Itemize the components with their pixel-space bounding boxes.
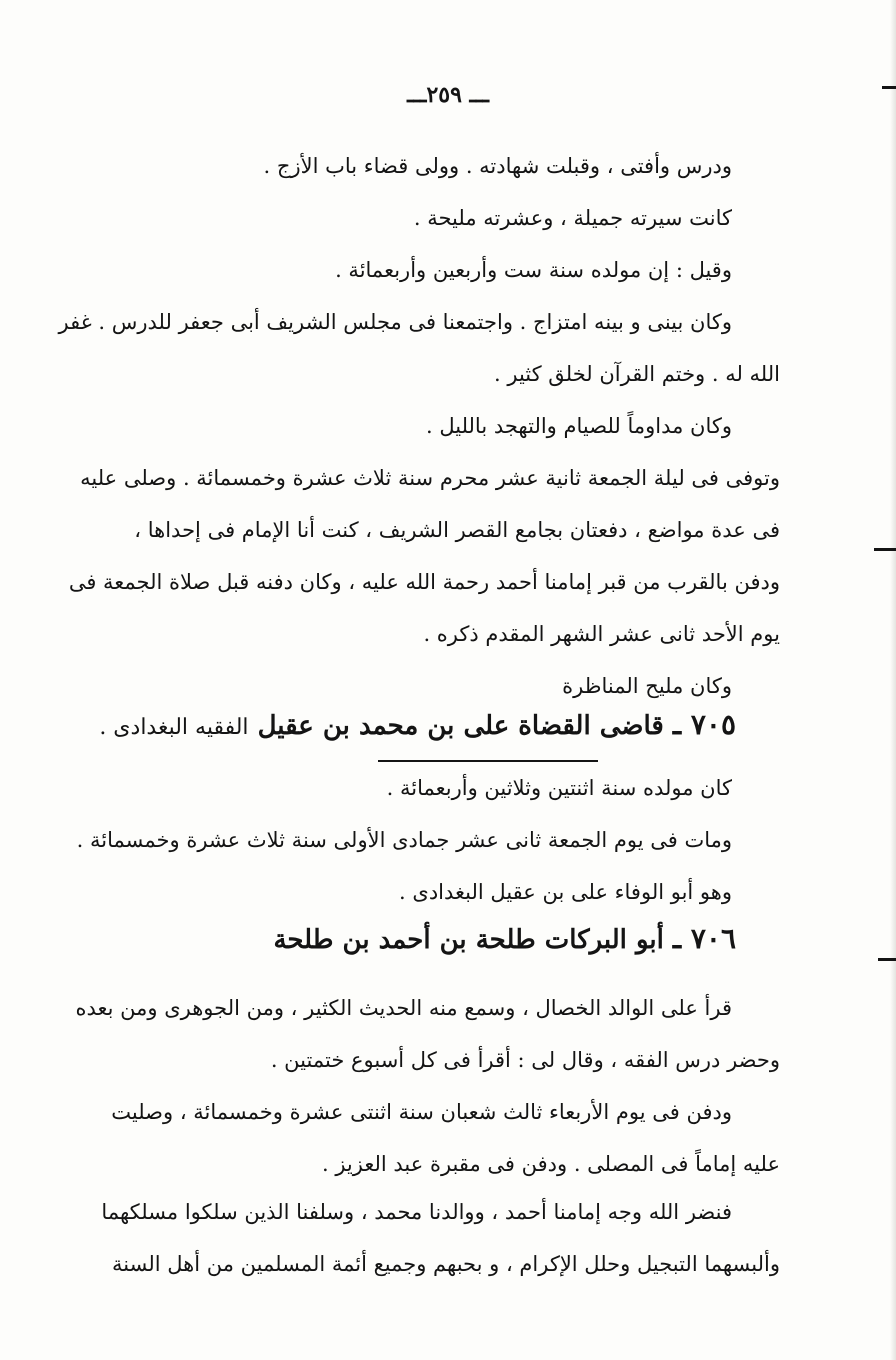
entry-name: أبو البركات طلحة بن أحمد بن طلحة <box>273 925 664 955</box>
text-line: كان مولده سنة اثنتين وثلاثين وأربعمائة . <box>386 776 732 800</box>
text-line: وهو أبو الوفاء على بن عقيل البغدادى . <box>399 880 732 904</box>
text-block-c <box>75 982 780 1190</box>
text-block-a <box>58 140 780 712</box>
entry-number: ٧٠٦ ـ <box>672 922 736 955</box>
scan-mark <box>874 548 896 551</box>
entry-heading-706 <box>273 922 736 955</box>
text-line: ودفن بالقرب من قبر إمامنا أحمد رحمة الله عليه ، وكان دفنه قبل صلاة الجمعة فى <box>68 570 780 594</box>
text-line: كانت سيرته جميلة ، وعشرته مليحة . <box>413 206 732 230</box>
text-line: ودرس وأفتى ، وقبلت شهادته . وولى قضاء باب الأزج . <box>263 154 732 178</box>
text-line: وكان مداوماً للصيام والتهجد بالليل . <box>425 414 732 438</box>
text-line: وكان بينى و بينه امتزاج . واجتمعنا فى مجلس الشريف أبى جعفر للدرس . غفر <box>58 310 732 334</box>
scan-edge-shadow <box>890 0 896 1360</box>
scan-mark <box>878 958 896 961</box>
text-line: وتوفى فى ليلة الجمعة ثانية عشر محرم سنة ثلاث عشرة وخمسمائة . وصلى عليه <box>80 466 780 490</box>
text-line: يوم الأحد ثانى عشر الشهر المقدم ذكره . <box>423 622 780 646</box>
text-line: عليه إماماً فى المصلى . ودفن فى مقبرة عبد العزيز . <box>321 1152 780 1176</box>
text-line: ودفن فى يوم الأربعاء ثالث شعبان سنة اثنتى عشرة وخمسمائة ، وصليت <box>111 1100 732 1124</box>
page-number: ـــ ٢٥٩ـــ <box>407 82 489 108</box>
text-line: وحضر درس الفقه ، وقال لى : أقرأ فى كل أسبوع ختمتين . <box>270 1048 780 1072</box>
text-block-b <box>76 762 780 918</box>
text-line: الله له . وختم القرآن لخلق كثير . <box>494 362 780 386</box>
text-line: ومات فى يوم الجمعة ثانى عشر جمادى الأولى سنة ثلاث عشرة وخمسمائة . <box>76 828 732 852</box>
text-line: وقيل : إن مولده سنة ست وأربعين وأربعمائة . <box>335 258 732 282</box>
entry-number: ٧٠٥ ـ <box>672 708 736 741</box>
entry-heading-705 <box>99 708 736 741</box>
text-line: فى عدة مواضع ، دفعتان بجامع القصر الشريف ، كنت أنا الإمام فى إحداها ، <box>134 518 780 542</box>
text-line: فنضر الله وجه إمامنا أحمد ، ووالدنا محمد ، وسلفنا الذين سلكوا مسلكهما <box>101 1200 732 1224</box>
text-line: قرأ على الوالد الخصال ، وسمع منه الحديث الكثير ، ومن الجوهرى ومن بعده <box>75 996 732 1020</box>
text-line: وكان مليح المناظرة <box>562 674 732 698</box>
text-block-d <box>101 1186 780 1290</box>
entry-name: قاضى القضاة على بن محمد بن عقيل <box>257 711 664 741</box>
text-line: وألبسهما التبجيل وحلل الإكرام ، و بحبهم وجميع أئمة المسلمين من أهل السنة <box>112 1252 780 1276</box>
entry-description: الفقيه البغدادى . <box>99 715 249 740</box>
